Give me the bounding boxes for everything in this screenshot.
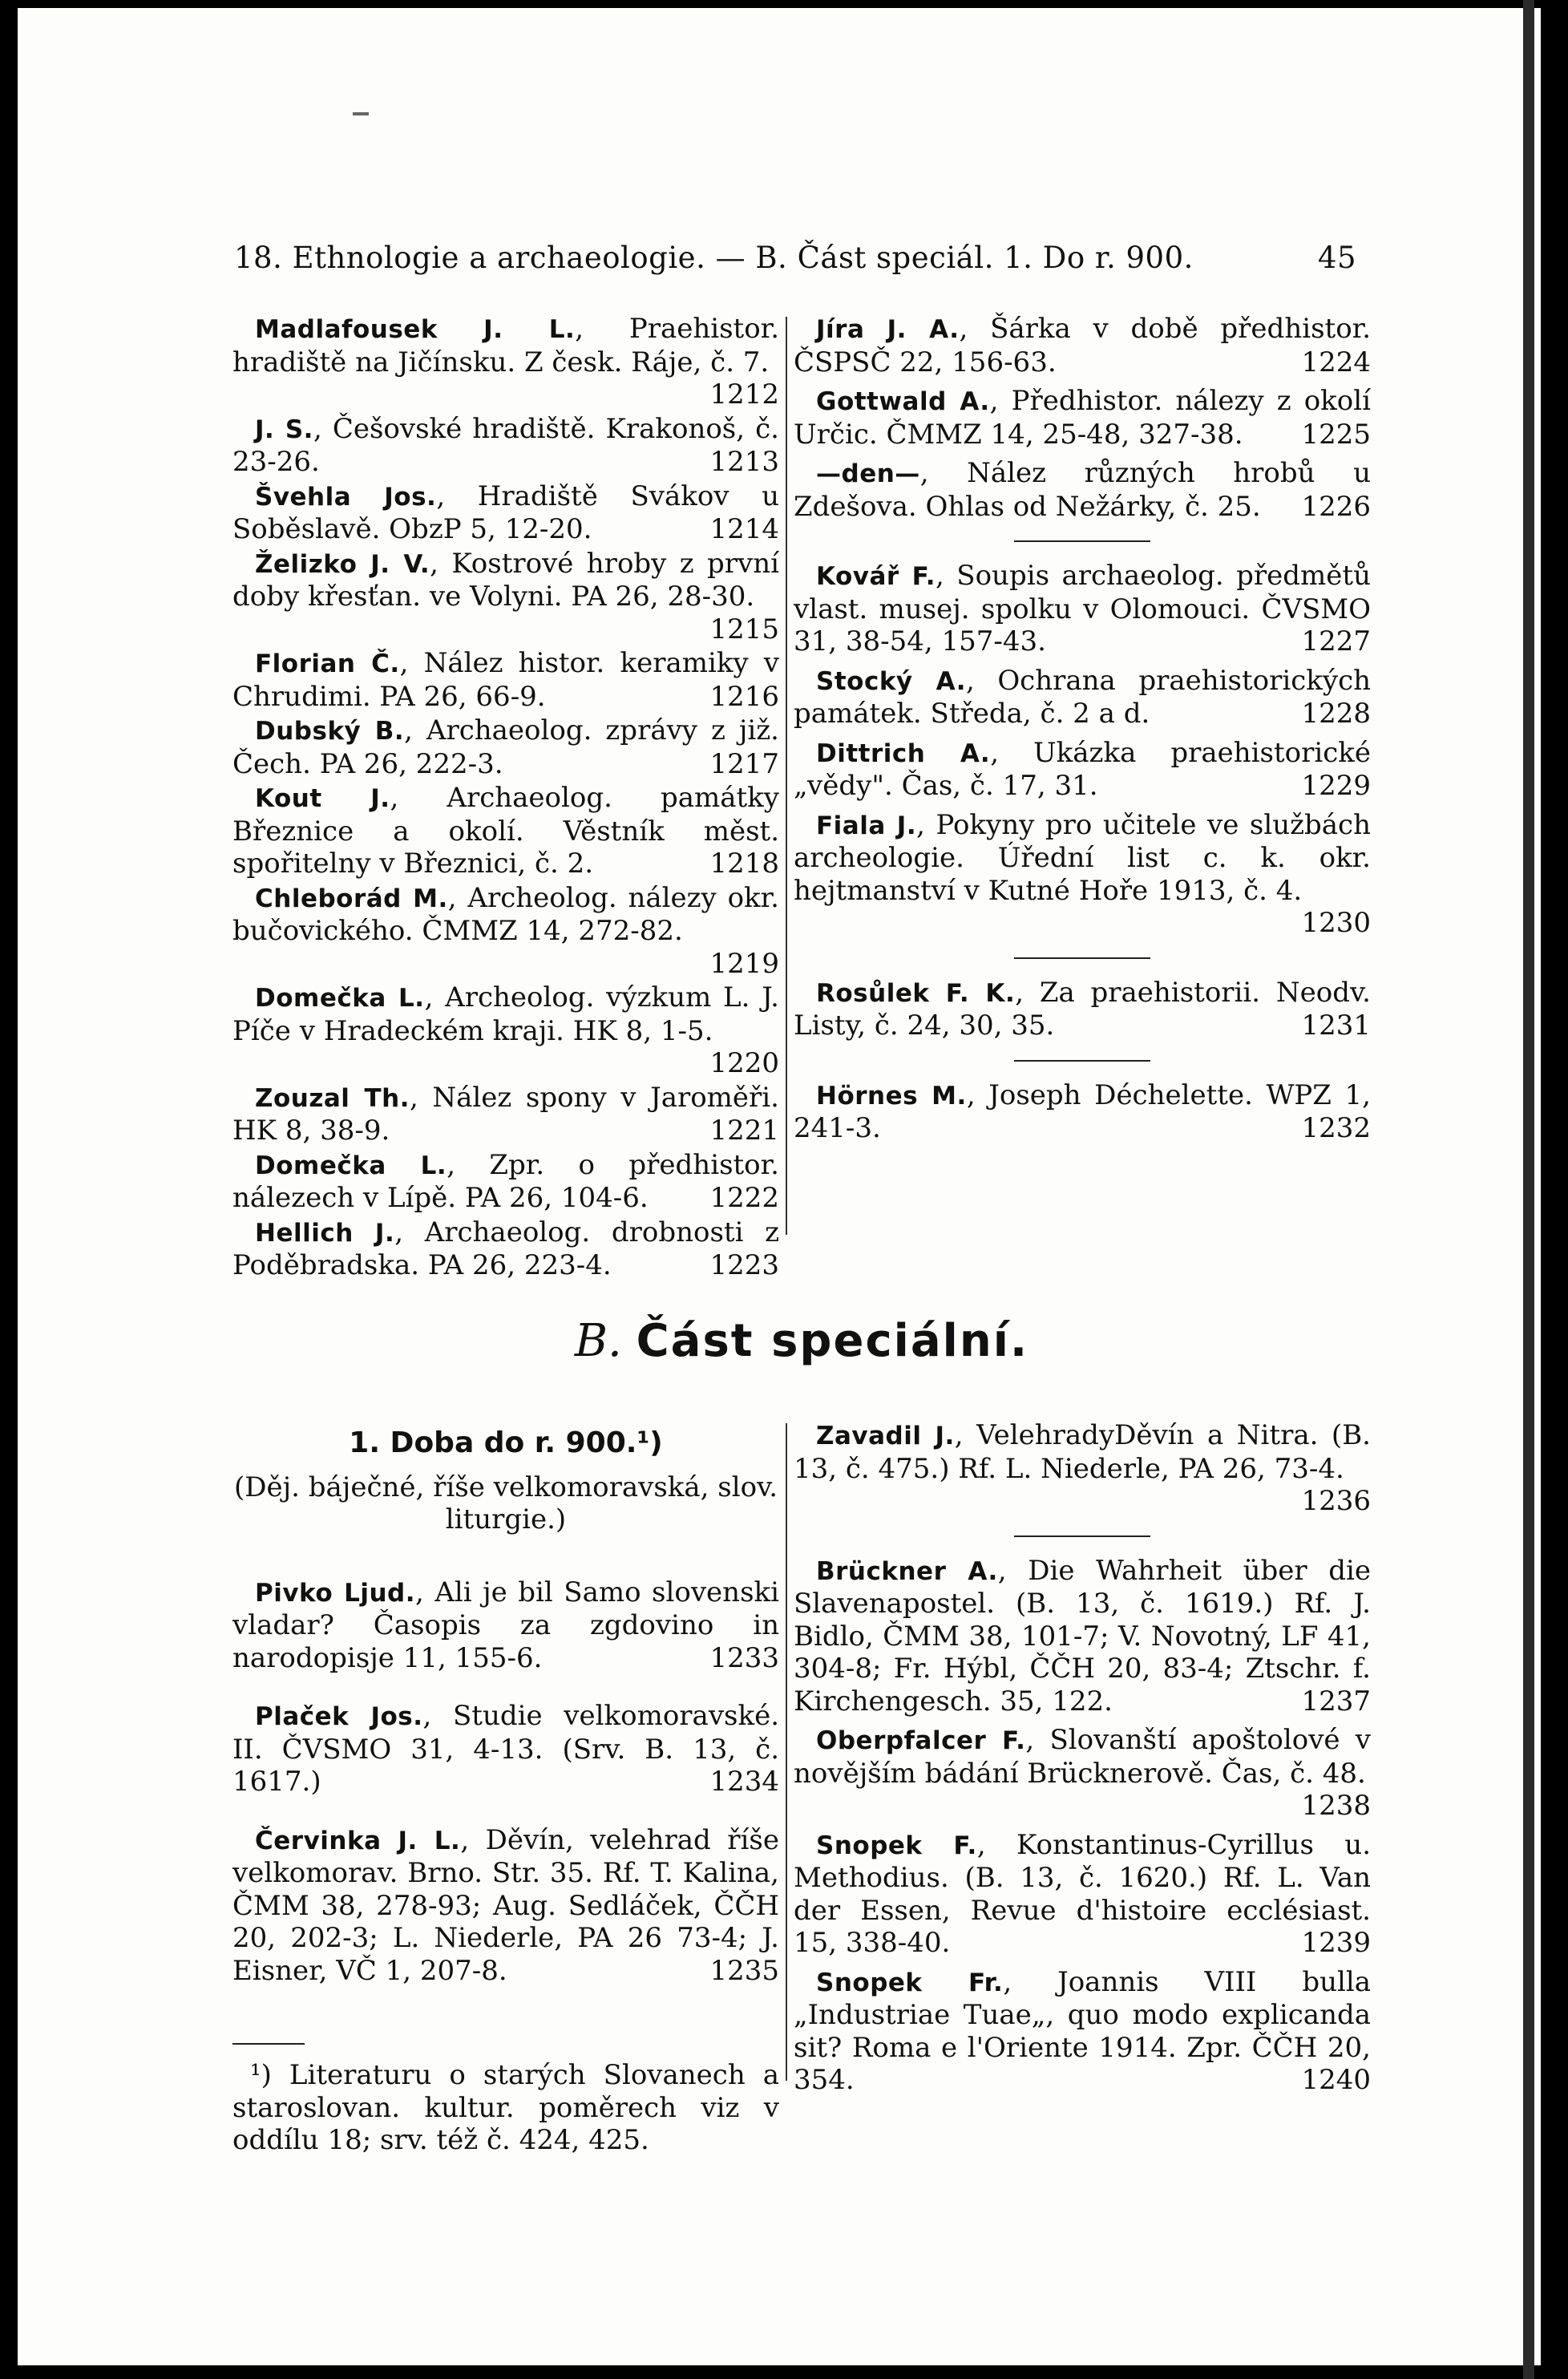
entry-number: 1235 [709,1954,779,1987]
entry-number: 1212 [709,378,779,411]
bibliography-entry: Stocký A., Ochrana praehistorických památek. Středa, č. 2 a d. 1228 [794,664,1372,730]
scan-edge [1523,0,1534,2379]
section-letter: B. [574,1315,622,1367]
separator-rule [1014,957,1150,959]
bibliography-entry: Zouzal Th., Nález spony v Jaroměři. HK 8, 38-9. 1221 [232,1081,779,1147]
bibliography-entry: Florian Č., Nález histor. keramiky v Chrudimi. PA 26, 66-9. 1216 [232,647,779,713]
column-bottom-left [232,1419,779,2157]
entry-author: Domečka L. [255,1151,447,1180]
entry-number: 1231 [1301,1009,1371,1042]
entry-author: Jíra J. A. [816,315,960,344]
footnote: ¹) Literaturu o starých Slovanech a staroslovan. kultur. poměrech viz v oddílu 18; srv. též č. 424, 425. [232,2059,779,2156]
separator-rule [1014,1060,1150,1062]
bibliography-entry: Plaček Jos., Studie velkomoravské. II. ČVSMO 31, 4-13. (Srv. B. 13, č. 1617.) 1234 [232,1700,780,1798]
bibliography-entry: —den—, Nález různých hrobů u Zdešova. Ohlas od Nežárky, č. 25. 1226 [794,457,1371,523]
entry-number: 1239 [1301,1927,1371,1959]
entry-number: 1213 [709,446,779,478]
entry-author: Brückner A. [816,1556,998,1586]
entry-text: Archeolog. výzkum L. J. Píče v Hradeckém kraji. HK 8, 1-5. [232,981,779,1047]
entry-number: 1215 [709,613,779,645]
entry-author: Kovář F. [816,562,936,591]
entry-text: Nález různých hrobů u Zdešova. Ohlas od Nežárky, č. 25. [794,457,1371,523]
entry-number: 1240 [1301,2064,1371,2096]
entry-number: 1222 [709,1182,779,1214]
separator-rule [1014,540,1150,542]
entry-author: Fiala J. [816,811,917,840]
entry-text: Nález spony v Jaroměři. HK 8, 38-9. [232,1081,779,1147]
entry-author: Chleborád M. [255,884,448,913]
column-bottom-right [794,1419,1371,2103]
bibliography-entry: Švehla Jos., Hradiště Svákov u Soběslavě. ObzP 5, 12-20. 1214 [232,479,780,545]
section-title: Část speciální. [636,1315,1029,1367]
bibliography-entry: Fiala J., Pokyny pro učitele ve službách archeologie. Úřední list c. k. okr. hejtmanství v Kutné Hoře 1913, č. 4. 1230 [794,808,1371,939]
entry-text: VelehradyDěvín a Nitra. (B. 13, č. 475.) Rf. L. Niederle, PA 26, 73-4. [794,1419,1371,1485]
page-number: 45 [1317,241,1356,275]
bibliography-entry: Jíra J. A., Šárka v době předhistor. ČSPSČ 22, 156-63. 1224 [794,313,1371,378]
footnote-rule [232,2043,305,2045]
entry-author: —den— [816,459,920,488]
entry-number: 1224 [1301,346,1371,378]
separator-rule [1014,1535,1150,1537]
entry-author: Hörnes M. [816,1081,967,1111]
page-mark [353,112,369,115]
bibliography-entry: J. S., Češovské hradiště. Krakonoš, č. 23-26. 1213 [232,412,779,478]
bibliography-entry: Rosůlek F. K., Za praehistorii. Neodv. Listy, č. 24, 30, 35. 1231 [794,976,1371,1042]
entry-author: Zouzal Th. [255,1083,410,1113]
entry-text: Ochrana praehistorických památek. Středa, č. 2 a d. [794,664,1372,730]
bibliography-entry: Zavadil J., VelehradyDěvín a Nitra. (B. 13, č. 475.) Rf. L. Niederle, PA 26, 73-4. 1236 [794,1419,1371,1517]
column-divider-top [786,317,787,1235]
entry-author: Dubský B. [255,717,405,746]
entry-author: Pivko Ljud. [255,1578,416,1608]
entry-number: 1237 [1301,1685,1371,1717]
entry-number: 1236 [1301,1485,1371,1517]
bibliography-entry: Dubský B., Archaeolog. zprávy z již. Čech. PA 26, 222-3. 1217 [232,714,779,780]
entry-text: Studie velkomoravské. II. ČVSMO 31, 4-13. (Srv. B. 13, č. 1617.) [232,1700,780,1798]
entry-number: 1219 [709,947,779,980]
bibliography-entry: Brückner A., Die Wahrheit über die Slavenapostel. (B. 13, č. 1619.) Rf. J. Bidlo, ČMM 38, 101-7; V. Novotný, LF 41, 304-8; Fr. Hýbl, ČČH 20, 83-4; Ztschr. f. Kirchengesch. 35, 122. 1237 [794,1554,1371,1717]
entry-number: 1216 [709,680,779,713]
entry-author: Stocký A. [816,666,966,696]
entry-number: 1217 [709,747,779,780]
bibliography-entry: Hörnes M., Joseph Déchelette. WPZ 1, 241-3. 1232 [794,1078,1371,1144]
entry-text: Ali je bil Samo slovenski vladar? Časopis za zgdovino in narodopisje 11, 155-6. [232,1576,779,1674]
bibliography-entry: Kovář F., Soupis archaeolog. předmětů vlast. musej. spolku v Olomouci. ČVSMO 31, 38-54, 157-43. 1227 [794,560,1371,657]
entry-text: Pokyny pro učitele ve službách archeologie. Úřední list c. k. okr. hejtmanství v Kutné Hoře 1913, č. 4. [794,808,1371,907]
entry-text: Kostrové hroby z první doby křesťan. ve Volyni. PA 26, 28-30. [232,547,779,613]
running-head [234,241,1356,275]
entry-number: 1226 [1301,490,1371,523]
entry-number: 1218 [709,848,779,880]
entry-number: 1229 [1301,770,1371,802]
entry-text: Nález histor. keramiky v Chrudimi. PA 26, 66-9. [232,647,779,713]
entry-number: 1233 [709,1641,779,1674]
bibliography-entry: Domečka L., Zpr. o předhistor. nálezech v Lípě. PA 26, 104-6. 1222 [232,1148,779,1214]
bibliography-entry: Kout J., Archaeolog. památky Březnice a okolí. Věstník měst. spořitelny v Březnici, č. 2. 1218 [232,782,779,880]
scanned-page [18,8,1541,2365]
entry-text: Děvín, velehrad říše velkomorav. Brno. Str. 35. Rf. T. Kalina, ČMM 38, 278-93; Aug. Sedláček, ČČH 20, 202-3; L. Niederle, PA 26 73-4; J. Eisner, VČ 1, 207-8. [232,1823,779,1987]
entry-author: Hellich J. [255,1218,395,1248]
entry-author: J. S. [255,415,313,444]
entry-author: Gottwald A. [816,387,990,416]
section-heading [232,1315,1371,1367]
entry-text: Slovanští apoštolové v novějším bádání Brücknerově. Čas, č. 48. [794,1724,1371,1790]
column-divider-bottom [786,1423,787,2081]
entry-text: Joannis VIII bulla „Industriae Tuae„, quo modo explicanda sit? Roma e l'Oriente 1914. Zpr. ČČH 20, 354. [794,1965,1371,2096]
subsection-title: 1. Doba do r. 900.¹) [349,1426,663,1459]
entry-text: Archaeolog. drobnosti z Poděbradska. PA 26, 223-4. [232,1216,779,1281]
bibliography-entry: Domečka L., Archeolog. výzkum L. J. Píče v Hradeckém kraji. HK 8, 1-5. 1220 [232,981,779,1079]
entry-number: 1227 [1301,625,1371,657]
entry-author: Želizko J. V. [255,549,430,579]
running-head-title: 18. Ethnologie a archaeologie. — B. Část speciál. 1. Do r. 900. [234,241,1194,275]
entry-author: Rosůlek F. K. [816,978,1016,1008]
bibliography-entry: Chleborád M., Archeolog. nálezy okr. bučovického. ČMMZ 14, 272-82. 1219 [232,881,779,980]
entry-text: Za praehistorii. Neodv. Listy, č. 24, 30, 35. [794,976,1371,1042]
bibliography-entry: Želizko J. V., Kostrové hroby z první doby křesťan. ve Volyni. PA 26, 28-30. 1215 [232,547,779,645]
bibliography-entry: Dittrich A., Ukázka praehistorické „vědy". Čas, č. 17, 31. 1229 [794,736,1372,802]
entry-author: Snopek F. [816,1831,977,1860]
bibliography-entry: Gottwald A., Předhistor. nálezy z okolí Určic. ČMMZ 14, 25-48, 327-38. 1225 [794,385,1371,451]
entry-text: Hradiště Svákov u Soběslavě. ObzP 5, 12-20. [232,479,780,545]
entry-text: Konstantinus-Cyrillus u. Methodius. (B. 13, č. 1620.) Rf. L. Van der Essen, Revue d'histoire ecclésiast. 15, 338-40. [794,1828,1372,1959]
entry-number: 1220 [709,1047,779,1079]
entry-text: Archaeolog. zprávy z již. Čech. PA 26, 222-3. [232,714,779,780]
entry-number: 1232 [1301,1112,1371,1144]
entry-text: Zpr. o předhistor. nálezech v Lípě. PA 26, 104-6. [232,1148,779,1214]
entry-number: 1221 [709,1115,779,1147]
entry-number: 1230 [1301,907,1371,939]
entry-text: Praehistor. hradiště na Jičínsku. Z česk. Ráje, č. 7. [232,313,780,378]
entry-text: Archeolog. nálezy okr. bučovického. ČMMZ 14, 272-82. [232,881,779,947]
column-top-left [232,313,779,1284]
entry-number: 1228 [1301,698,1371,730]
entry-text: Předhistor. nálezy z okolí Určic. ČMMZ 14, 25-48, 327-38. [794,385,1371,451]
entry-author: Domečka L. [255,984,425,1013]
entry-number: 1225 [1301,418,1371,451]
entry-text: Šárka v době předhistor. ČSPSČ 22, 156-63. [794,313,1371,378]
subsection-note: (Děj. báječné, říše velkomoravská, slov. liturgie.) [233,1471,778,1535]
entry-author: Plaček Jos. [255,1702,423,1731]
bibliography-entry: Hellich J., Archaeolog. drobnosti z Poděbradska. PA 26, 223-4. 1223 [232,1216,779,1281]
entry-text: Češovské hradiště. Krakonoš, č. 23-26. [232,412,779,478]
bibliography-entry: Madlafousek J. L., Praehistor. hradiště na Jičínsku. Z česk. Ráje, č. 7. 1212 [232,313,780,411]
entry-author: Oberpfalcer F. [816,1726,1026,1755]
entry-author: Červinka J. L. [255,1826,461,1855]
entry-text: Soupis archaeolog. předmětů vlast. musej. spolku v Olomouci. ČVSMO 31, 38-54, 157-43. [794,560,1371,657]
entry-author: Švehla Jos. [255,482,437,512]
bibliography-entry: Oberpfalcer F., Slovanští apoštolové v novějším bádání Brücknerově. Čas, č. 48. 1238 [794,1724,1371,1822]
entry-number: 1223 [709,1249,779,1281]
bibliography-entry: Snopek F., Konstantinus-Cyrillus u. Methodius. (B. 13, č. 1620.) Rf. L. Van der Essen, Revue d'histoire ecclésiast. 15, 338-40. 1239 [794,1828,1372,1959]
bibliography-entry: Snopek Fr., Joannis VIII bulla „Industriae Tuae„, quo modo explicanda sit? Roma e l'Oriente 1914. Zpr. ČČH 20, 354. 1240 [794,1965,1371,2096]
entry-text: Joseph Déchelette. WPZ 1, 241-3. [794,1078,1371,1144]
entry-author: Madlafousek J. L. [255,315,576,344]
entry-text: Die Wahrheit über die Slavenapostel. (B. 13, č. 1619.) Rf. J. Bidlo, ČMM 38, 101-7; V. Novotný, LF 41, 304-8; Fr. Hýbl, ČČH 20, 83-4; Ztschr. f. Kirchengesch. 35, 122. [794,1554,1371,1717]
entry-author: Snopek Fr. [816,1968,1004,1997]
entry-text: Ukázka praehistorické „vědy". Čas, č. 17, 31. [794,736,1372,802]
bibliography-entry: Pivko Ljud., Ali je bil Samo slovenski vladar? Časopis za zgdovino in narodopisje 11, 155-6. 1233 [232,1576,779,1674]
bibliography-entry: Červinka J. L., Děvín, velehrad říše velkomorav. Brno. Str. 35. Rf. T. Kalina, ČMM 38, 278-93; Aug. Sedláček, ČČH 20, 202-3; L. Niederle, PA 26 73-4; J. Eisner, VČ 1, 207-8. 1235 [232,1823,779,1987]
entry-author: Zavadil J. [816,1422,955,1450]
column-top-right [794,313,1371,1151]
entry-text: Archaeolog. památky Březnice a okolí. Věstník měst. spořitelny v Březnici, č. 2. [232,782,779,880]
entries-bottom-left [232,1576,779,2013]
entry-number: 1238 [1301,1790,1371,1822]
entry-author: Kout J. [255,784,390,813]
entry-number: 1234 [709,1766,779,1798]
entry-author: Florian Č. [255,649,400,678]
entry-author: Dittrich A. [816,738,991,768]
entry-number: 1214 [709,513,779,545]
